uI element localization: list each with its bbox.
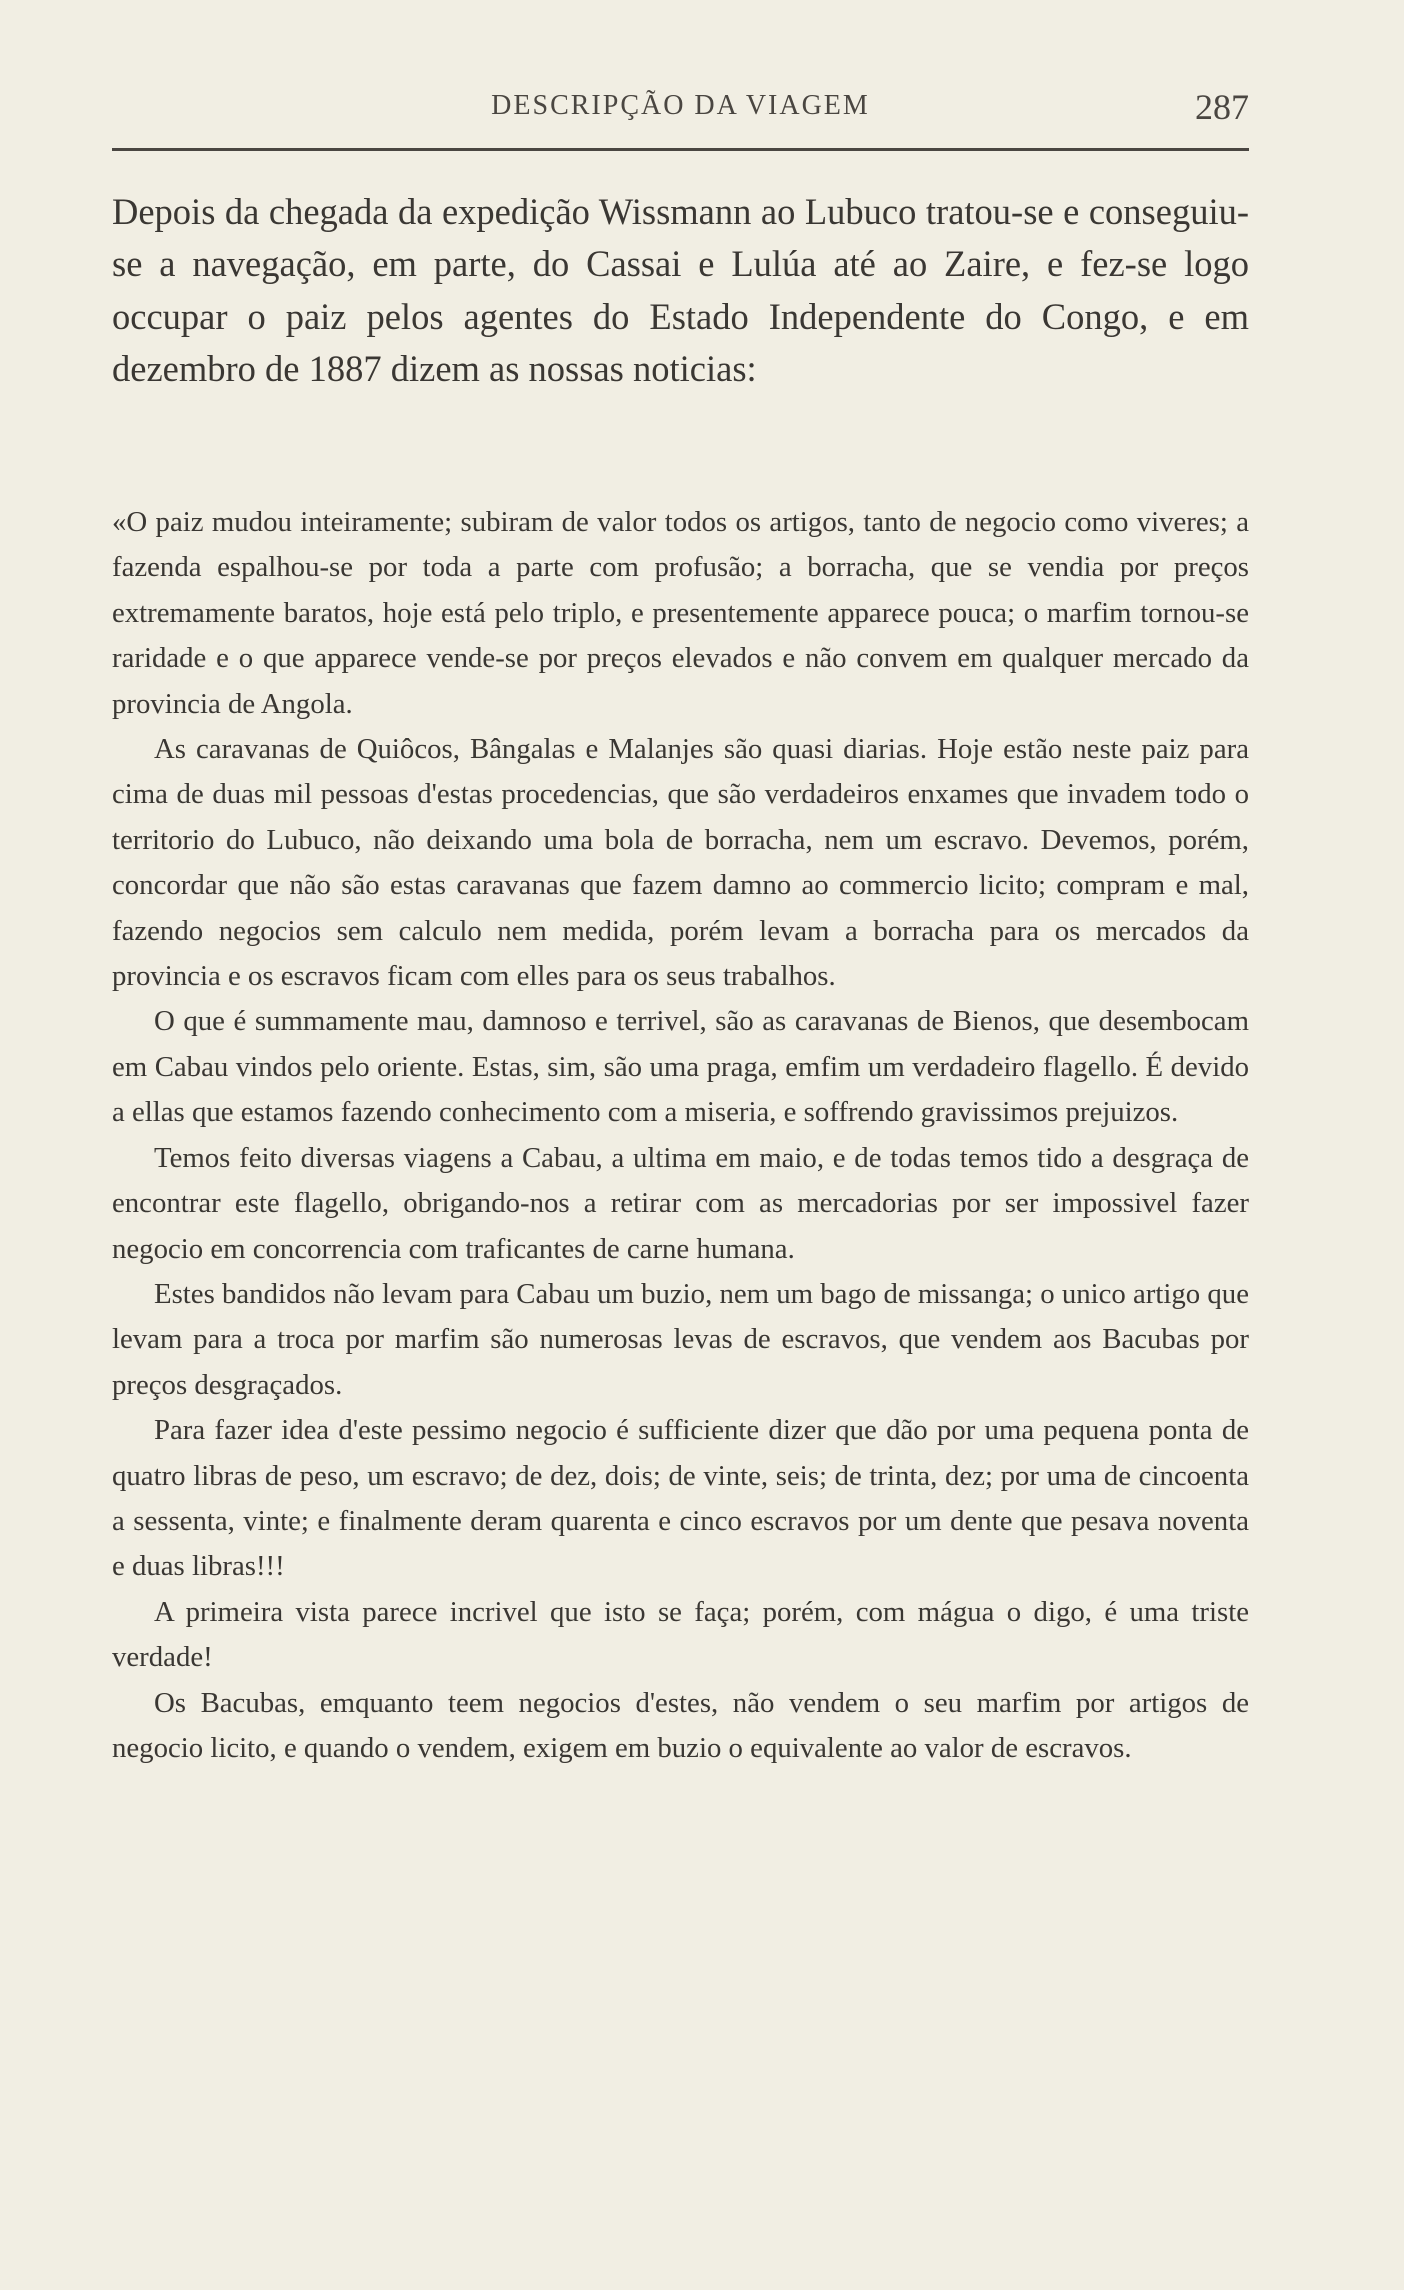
quote-paragraph: Os Bacubas, emquanto teem negocios d'estes, não vendem o seu marfim por artigos de negocio licito, e quando o vendem, exigem em buzio o equivalente ao valor de escravos. <box>112 1686 1249 1764</box>
intro-paragraph: Depois da chegada da expedição Wissmann ao Lubuco tratou-se e conseguiu-se a navegação, em parte, do Cassai e Lulúa até ao Zaire, e fez-se logo occupar o paiz pelos agentes do Estado Independente do Congo, e em dezembro de 1887 dizem as nossas noticias: <box>112 191 1249 390</box>
running-header <box>112 86 1249 132</box>
running-title: DESCRIPÇÃO DA VIAGEM <box>491 90 870 121</box>
header-rule <box>112 148 1249 151</box>
quote-paragraph: Temos feito diversas viagens a Cabau, a ultima em maio, e de todas temos tido a desgraça de encontrar este flagello, obrigando-nos a retirar com as mercadorias por ser impossivel fazer negocio em concorrencia com traficantes de carne humana. <box>112 1141 1249 1265</box>
page-number: 287 <box>1195 87 1249 127</box>
quote-paragraph: Para fazer idea d'este pessimo negocio é sufficiente dizer que dão por uma pequena ponta de quatro libras de peso, um escravo; de dez, dois; de vinte, seis; de trinta, dez; por uma de cincoenta a sessenta, vinte; e finalmente deram quarenta e cinco escravos por um dente que pesava noventa e duas libras!!! <box>112 1414 1249 1583</box>
quote-paragraph: As caravanas de Quiôcos, Bângalas e Malanjes são quasi diarias. Hoje estão neste paiz para cima de duas mil pessoas d'estas procedencias, que são verdadeiros enxames que invadem todo o territorio do Lubuco, não deixando uma bola de borracha, nem um escravo. Devemos, porém, concordar que não são estas caravanas que fazem damno ao commercio licito; compram e mal, fazendo negocios sem calculo nem medida, porém levam a borracha para os mercados da provincia e os escravos ficam com elles para os seus trabalhos. <box>112 733 1249 993</box>
quote-paragraph: «O paiz mudou inteiramente; subiram de valor todos os artigos, tanto de negocio como viveres; a fazenda espalhou-se por toda a parte com profusão; a borracha, que se vendia por preços extremamente baratos, hoje está pelo triplo, e presentemente apparece pouca; o marfim tornou-se raridade e o que apparece vende-se por preços elevados e não convem em qualquer mercado da provincia de Angola. <box>112 506 1249 720</box>
quote-paragraph: O que é summamente mau, damnoso e terrivel, são as caravanas de Bienos, que desembocam em Cabau vindos pelo oriente. Estas, sim, são uma praga, emfim um verdadeiro flagello. É devido a ellas que estamos fazendo conhecimento com a miseria, e soffrendo gravissimos prejuizos. <box>112 1005 1249 1129</box>
quote-paragraph: A primeira vista parece incrivel que isto se faça; porém, com mágua o digo, é uma triste verdade! <box>112 1595 1249 1674</box>
quoted-news <box>112 500 1249 1771</box>
quote-paragraph: Estes bandidos não levam para Cabau um buzio, nem um bago de missanga; o unico artigo que levam para a troca por marfim são numerosas levas de escravos, que vendem aos Bacubas por preços desgraçados. <box>112 1277 1249 1401</box>
